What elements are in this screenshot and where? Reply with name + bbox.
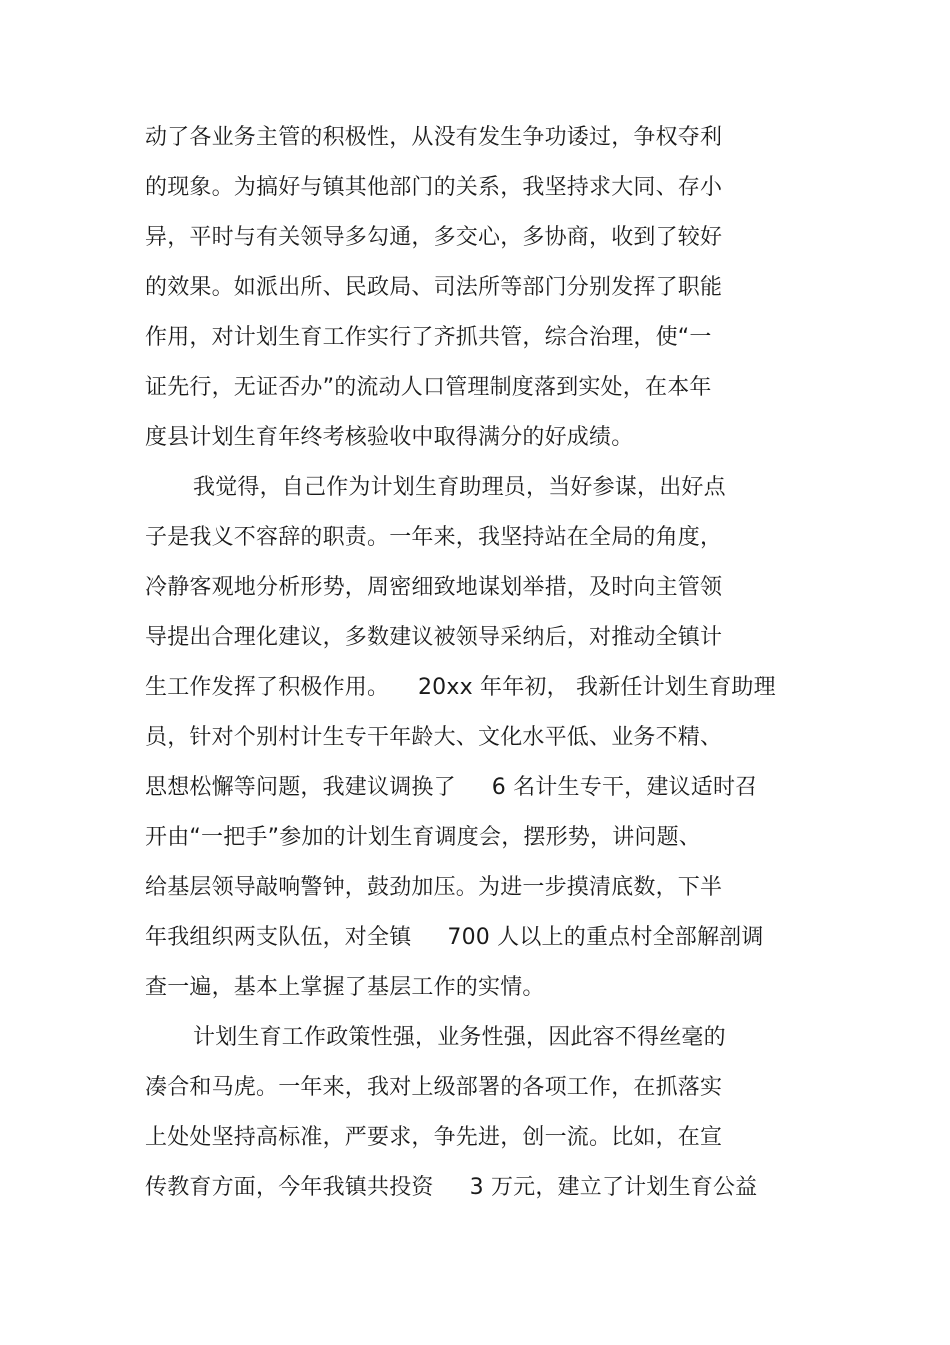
text-line: 查一遍，基本上掌握了基层工作的实情。 [145,975,545,1000]
text-line: 传教育方面，今年我镇共投资 3 万元，建立了计划生育公益 [145,1175,758,1200]
text-line: 给基层领导敲响警钟，鼓劲加压。为进一步摸清底数，下半 [145,875,723,900]
paragraph-first-line: 我觉得，自己作为计划生育助理员，当好参谋，出好点 [193,475,726,500]
text-line: 生工作发挥了积极作用。 20xx 年年初， 我新任计划生育助理 [145,675,776,700]
text-line: 作用，对计划生育工作实行了齐抓共管，综合治理，使“一 [145,325,712,350]
text-line: 的效果。如派出所、民政局、司法所等部门分别发挥了职能 [145,275,723,300]
text-line: 的现象。为搞好与镇其他部门的关系，我坚持求大同、存小 [145,175,723,200]
text-line: 动了各业务主管的积极性，从没有发生争功诿过，争权夺利 [145,125,723,150]
text-line: 上处处坚持高标准，严要求，争先进，创一流。比如，在宣 [145,1125,723,1150]
text-line: 年我组织两支队伍，对全镇 700 人以上的重点村全部解剖调 [145,925,764,950]
paragraph-first-line: 计划生育工作政策性强，业务性强，因此容不得丝毫的 [193,1025,726,1050]
text-line: 思想松懈等问题，我建议调换了 6 名计生专干，建议适时召 [145,775,758,800]
text-line: 度县计划生育年终考核验收中取得满分的好成绩。 [145,425,634,450]
text-line: 子是我义不容辞的职责。一年来，我坚持站在全局的角度， [145,525,723,550]
text-line: 证先行，无证否办”的流动人口管理制度落到实处，在本年 [145,375,712,400]
text-line: 导提出合理化建议，多数建议被领导采纳后，对推动全镇计 [145,625,723,650]
text-line: 凑合和马虎。一年来，我对上级部署的各项工作，在抓落实 [145,1075,723,1100]
text-line: 开由“一把手”参加的计划生育调度会，摆形势，讲问题、 [145,825,701,850]
text-line: 员，针对个别村计生专干年龄大、文化水平低、业务不精、 [145,725,723,750]
text-line: 冷静客观地分析形势，周密细致地谋划举措，及时向主管领 [145,575,723,600]
text-line: 异，平时与有关领导多勾通，多交心，多协商，收到了较好 [145,225,723,250]
